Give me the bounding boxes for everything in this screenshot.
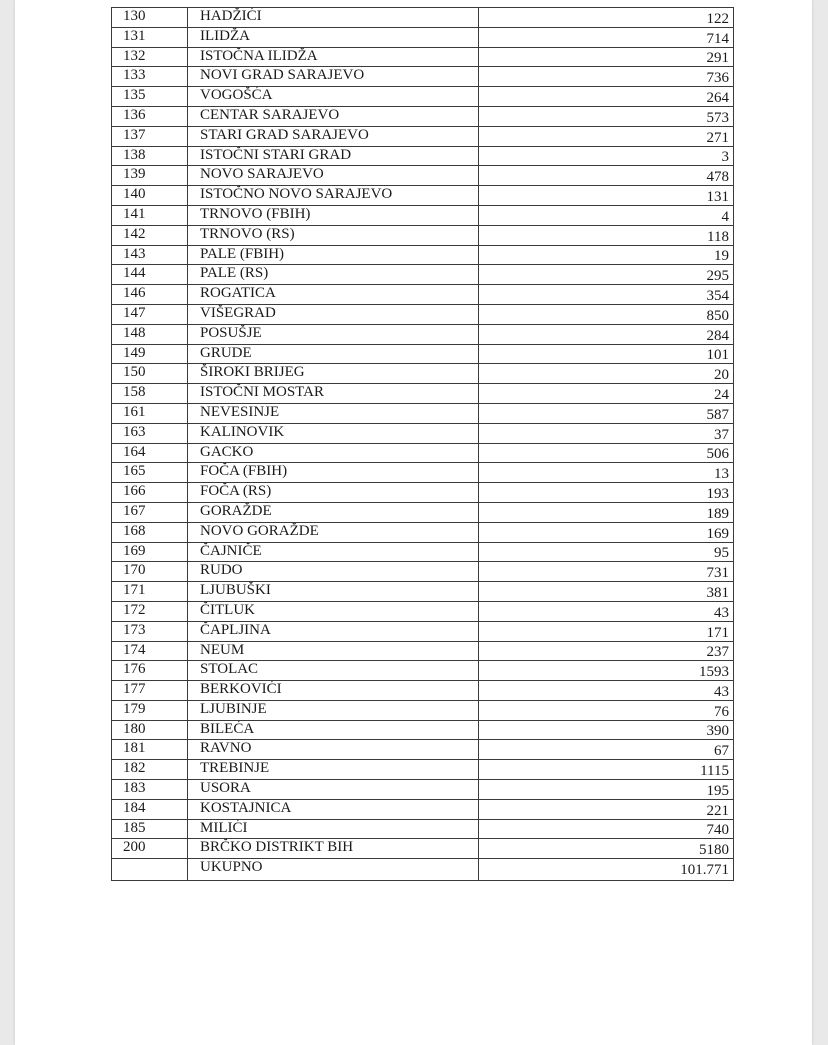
- results-table-body: [112, 8, 734, 881]
- count-cell: 221: [479, 799, 734, 819]
- municipality-cell: ČAJNIČE: [188, 542, 479, 562]
- code-cell: 147: [112, 304, 188, 324]
- count-cell: 122: [479, 8, 734, 28]
- table-row: [112, 265, 734, 285]
- municipality-cell: RAVNO: [188, 740, 479, 760]
- count-cell: 43: [479, 681, 734, 701]
- document-page: [15, 0, 812, 1045]
- count-cell: 67: [479, 740, 734, 760]
- table-row: [112, 304, 734, 324]
- code-cell: 172: [112, 601, 188, 621]
- municipality-cell: ISTOČNO NOVO SARAJEVO: [188, 186, 479, 206]
- table-row: [112, 166, 734, 186]
- table-row: [112, 186, 734, 206]
- count-cell: 5180: [479, 839, 734, 859]
- municipality-cell: ČAPLJINA: [188, 621, 479, 641]
- code-cell: 158: [112, 384, 188, 404]
- municipality-cell: ISTOČNI MOSTAR: [188, 384, 479, 404]
- municipality-cell: FOČA (FBIH): [188, 463, 479, 483]
- count-cell: 189: [479, 502, 734, 522]
- count-cell: 20: [479, 364, 734, 384]
- municipality-cell: BERKOVIĆI: [188, 681, 479, 701]
- municipality-cell: PALE (FBIH): [188, 245, 479, 265]
- municipality-cell: VIŠEGRAD: [188, 304, 479, 324]
- municipality-cell: ILIDŽA: [188, 27, 479, 47]
- code-cell: 130: [112, 8, 188, 28]
- total-code-cell: [112, 859, 188, 881]
- municipality-cell: NOVO SARAJEVO: [188, 166, 479, 186]
- count-cell: 3: [479, 146, 734, 166]
- table-row: [112, 740, 734, 760]
- total-row: [112, 859, 734, 881]
- code-cell: 182: [112, 760, 188, 780]
- municipality-cell: NOVI GRAD SARAJEVO: [188, 67, 479, 87]
- table-row: [112, 760, 734, 780]
- count-cell: 736: [479, 67, 734, 87]
- code-cell: 139: [112, 166, 188, 186]
- code-cell: 146: [112, 285, 188, 305]
- total-label-cell: UKUPNO: [188, 859, 479, 881]
- table-row: [112, 344, 734, 364]
- table-row: [112, 423, 734, 443]
- municipality-cell: NOVO GORAŽDE: [188, 522, 479, 542]
- municipality-cell: POSUŠJE: [188, 324, 479, 344]
- count-cell: 37: [479, 423, 734, 443]
- table-row: [112, 384, 734, 404]
- municipality-cell: TRNOVO (RS): [188, 225, 479, 245]
- table-row: [112, 621, 734, 641]
- table-row: [112, 47, 734, 67]
- table-row: [112, 681, 734, 701]
- code-cell: 148: [112, 324, 188, 344]
- code-cell: 174: [112, 641, 188, 661]
- count-cell: 295: [479, 265, 734, 285]
- municipality-cell: GRUDE: [188, 344, 479, 364]
- total-count-cell: 101.771: [479, 859, 734, 881]
- count-cell: 24: [479, 384, 734, 404]
- code-cell: 173: [112, 621, 188, 641]
- municipality-cell: ISTOČNA ILIDŽA: [188, 47, 479, 67]
- code-cell: 168: [112, 522, 188, 542]
- table-row: [112, 87, 734, 107]
- count-cell: 171: [479, 621, 734, 641]
- table-row: [112, 799, 734, 819]
- code-cell: 133: [112, 67, 188, 87]
- table-row: [112, 324, 734, 344]
- count-cell: 573: [479, 106, 734, 126]
- table-row: [112, 720, 734, 740]
- table-row: [112, 225, 734, 245]
- count-cell: 731: [479, 562, 734, 582]
- table-row: [112, 483, 734, 503]
- table-row: [112, 27, 734, 47]
- count-cell: 101: [479, 344, 734, 364]
- count-cell: 1115: [479, 760, 734, 780]
- code-cell: 180: [112, 720, 188, 740]
- code-cell: 200: [112, 839, 188, 859]
- code-cell: 136: [112, 106, 188, 126]
- code-cell: 135: [112, 87, 188, 107]
- table-row: [112, 601, 734, 621]
- count-cell: 587: [479, 403, 734, 423]
- table-row: [112, 106, 734, 126]
- code-cell: 179: [112, 700, 188, 720]
- municipality-cell: HADŽIĆI: [188, 8, 479, 28]
- code-cell: 184: [112, 799, 188, 819]
- code-cell: 181: [112, 740, 188, 760]
- count-cell: 850: [479, 304, 734, 324]
- count-cell: 478: [479, 166, 734, 186]
- count-cell: 95: [479, 542, 734, 562]
- code-cell: 164: [112, 443, 188, 463]
- code-cell: 171: [112, 582, 188, 602]
- code-cell: 185: [112, 819, 188, 839]
- count-cell: 193: [479, 483, 734, 503]
- table-row: [112, 562, 734, 582]
- table-row: [112, 443, 734, 463]
- count-cell: 195: [479, 780, 734, 800]
- count-cell: 43: [479, 601, 734, 621]
- municipality-cell: ISTOČNI STARI GRAD: [188, 146, 479, 166]
- municipality-cell: STARI GRAD SARAJEVO: [188, 126, 479, 146]
- table-row: [112, 582, 734, 602]
- count-cell: 237: [479, 641, 734, 661]
- code-cell: 142: [112, 225, 188, 245]
- table-row: [112, 285, 734, 305]
- count-cell: 740: [479, 819, 734, 839]
- code-cell: 140: [112, 186, 188, 206]
- table-row: [112, 700, 734, 720]
- table-row: [112, 542, 734, 562]
- code-cell: 183: [112, 780, 188, 800]
- municipality-cell: MILIĆI: [188, 819, 479, 839]
- count-cell: 19: [479, 245, 734, 265]
- count-cell: 1593: [479, 661, 734, 681]
- count-cell: 13: [479, 463, 734, 483]
- table-row: [112, 146, 734, 166]
- count-cell: 506: [479, 443, 734, 463]
- count-cell: 390: [479, 720, 734, 740]
- code-cell: 163: [112, 423, 188, 443]
- table-row: [112, 463, 734, 483]
- count-cell: 118: [479, 225, 734, 245]
- table-row: [112, 819, 734, 839]
- count-cell: 284: [479, 324, 734, 344]
- count-cell: 354: [479, 285, 734, 305]
- table-row: [112, 641, 734, 661]
- municipality-cell: NEVESINJE: [188, 403, 479, 423]
- count-cell: 381: [479, 582, 734, 602]
- code-cell: 143: [112, 245, 188, 265]
- municipality-cell: USORA: [188, 780, 479, 800]
- code-cell: 132: [112, 47, 188, 67]
- municipality-cell: STOLAC: [188, 661, 479, 681]
- municipality-cell: ROGATICA: [188, 285, 479, 305]
- table-row: [112, 205, 734, 225]
- code-cell: 144: [112, 265, 188, 285]
- table-row: [112, 403, 734, 423]
- municipality-cell: LJUBUŠKI: [188, 582, 479, 602]
- table-row: [112, 126, 734, 146]
- municipality-cell: TRNOVO (FBIH): [188, 205, 479, 225]
- code-cell: 141: [112, 205, 188, 225]
- count-cell: 291: [479, 47, 734, 67]
- code-cell: 170: [112, 562, 188, 582]
- code-cell: 161: [112, 403, 188, 423]
- code-cell: 150: [112, 364, 188, 384]
- count-cell: 169: [479, 522, 734, 542]
- code-cell: 167: [112, 502, 188, 522]
- code-cell: 177: [112, 681, 188, 701]
- municipality-cell: BILEĆA: [188, 720, 479, 740]
- code-cell: 138: [112, 146, 188, 166]
- code-cell: 165: [112, 463, 188, 483]
- count-cell: 271: [479, 126, 734, 146]
- code-cell: 166: [112, 483, 188, 503]
- code-cell: 149: [112, 344, 188, 364]
- table-row: [112, 839, 734, 859]
- municipality-cell: KOSTAJNICA: [188, 799, 479, 819]
- table-row: [112, 522, 734, 542]
- municipality-cell: FOČA (RS): [188, 483, 479, 503]
- municipality-cell: ŠIROKI BRIJEG: [188, 364, 479, 384]
- municipality-cell: GACKO: [188, 443, 479, 463]
- code-cell: 137: [112, 126, 188, 146]
- municipality-cell: LJUBINJE: [188, 700, 479, 720]
- municipality-cell: BRČKO DISTRIKT BIH: [188, 839, 479, 859]
- table-row: [112, 661, 734, 681]
- municipality-cell: TREBINJE: [188, 760, 479, 780]
- table-row: [112, 245, 734, 265]
- municipality-cell: PALE (RS): [188, 265, 479, 285]
- code-cell: 131: [112, 27, 188, 47]
- table-row: [112, 8, 734, 28]
- count-cell: 4: [479, 205, 734, 225]
- count-cell: 131: [479, 186, 734, 206]
- count-cell: 76: [479, 700, 734, 720]
- municipality-cell: KALINOVIK: [188, 423, 479, 443]
- municipality-cell: ČITLUK: [188, 601, 479, 621]
- code-cell: 176: [112, 661, 188, 681]
- municipality-cell: NEUM: [188, 641, 479, 661]
- municipality-cell: GORAŽDE: [188, 502, 479, 522]
- municipality-cell: RUDO: [188, 562, 479, 582]
- table-row: [112, 780, 734, 800]
- code-cell: 169: [112, 542, 188, 562]
- municipality-cell: CENTAR SARAJEVO: [188, 106, 479, 126]
- table-row: [112, 67, 734, 87]
- results-table: [111, 7, 734, 881]
- table-row: [112, 502, 734, 522]
- count-cell: 714: [479, 27, 734, 47]
- table-row: [112, 364, 734, 384]
- count-cell: 264: [479, 87, 734, 107]
- municipality-cell: VOGOŠĆA: [188, 87, 479, 107]
